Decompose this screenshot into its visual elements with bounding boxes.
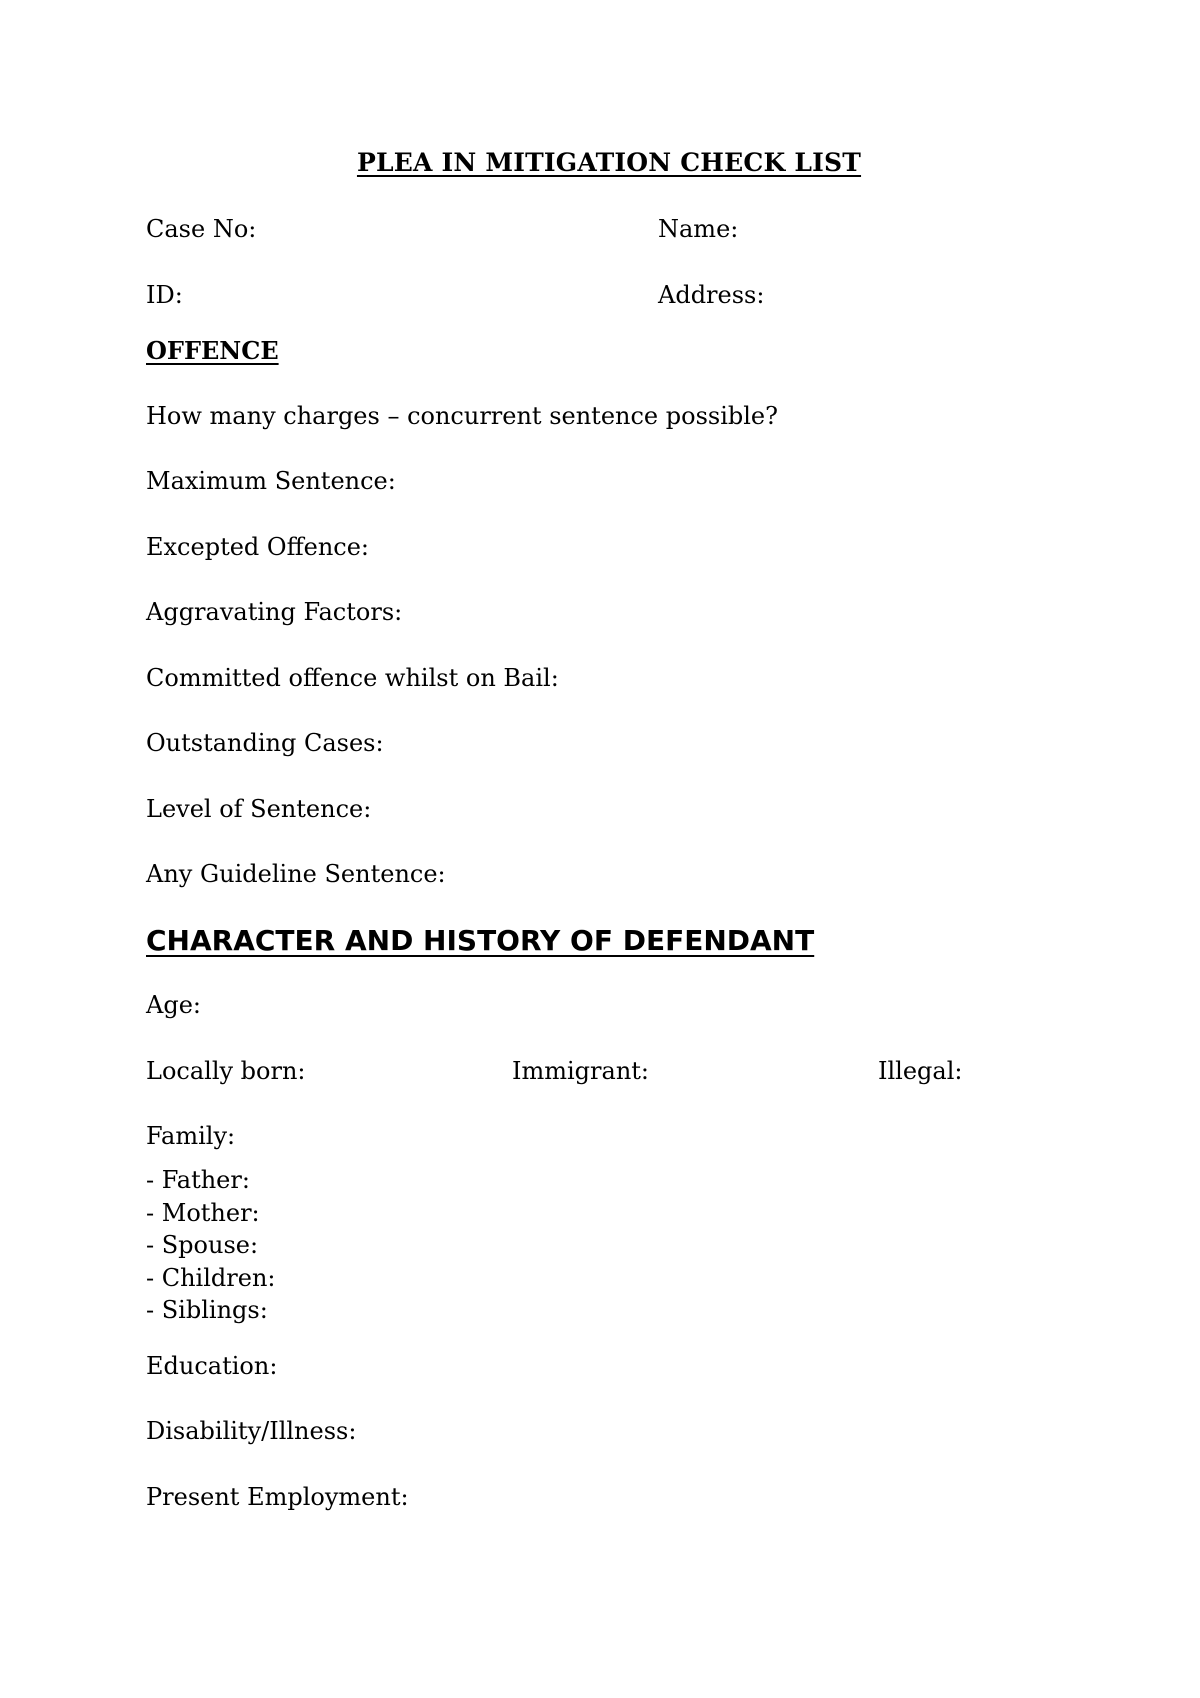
employment-label: Present Employment: — [146, 1483, 409, 1511]
offence-item-bail: Committed offence whilst on Bail: — [146, 664, 559, 692]
family-members-list — [146, 1164, 276, 1327]
family-member-children: - Children: — [146, 1263, 276, 1292]
address-label: Address: — [658, 281, 765, 309]
family-label: Family: — [146, 1122, 236, 1150]
character-heading: CHARACTER AND HISTORY OF DEFENDANT — [146, 924, 815, 957]
offence-item-outstanding-cases: Outstanding Cases: — [146, 729, 384, 757]
offence-item-excepted-offence: Excepted Offence: — [146, 533, 370, 561]
offence-item-aggravating-factors: Aggravating Factors: — [146, 598, 403, 626]
offence-item-level-of-sentence: Level of Sentence: — [146, 795, 372, 823]
immigrant-label: Immigrant: — [512, 1057, 650, 1085]
age-label: Age: — [146, 991, 201, 1019]
name-label: Name: — [658, 215, 739, 243]
family-member-spouse: - Spouse: — [146, 1231, 259, 1260]
offence-heading: OFFENCE — [146, 336, 279, 365]
document-title: PLEA IN MITIGATION CHECK LIST — [356, 148, 862, 177]
illegal-label: Illegal: — [878, 1057, 963, 1085]
id-label: ID: — [146, 281, 183, 309]
case-no-label: Case No: — [146, 215, 257, 243]
family-member-mother: - Mother: — [146, 1198, 260, 1227]
family-member-siblings: - Siblings: — [146, 1296, 268, 1325]
offence-item-guideline-sentence: Any Guideline Sentence: — [146, 860, 446, 888]
family-member-father: - Father: — [146, 1166, 250, 1194]
locally-born-label: Locally born: — [146, 1057, 306, 1085]
disability-label: Disability/Illness: — [146, 1417, 357, 1445]
offence-item-maximum-sentence: Maximum Sentence: — [146, 467, 396, 495]
offence-item-charges: How many charges – concurrent sentence possible? — [146, 402, 778, 430]
education-label: Education: — [146, 1352, 278, 1380]
